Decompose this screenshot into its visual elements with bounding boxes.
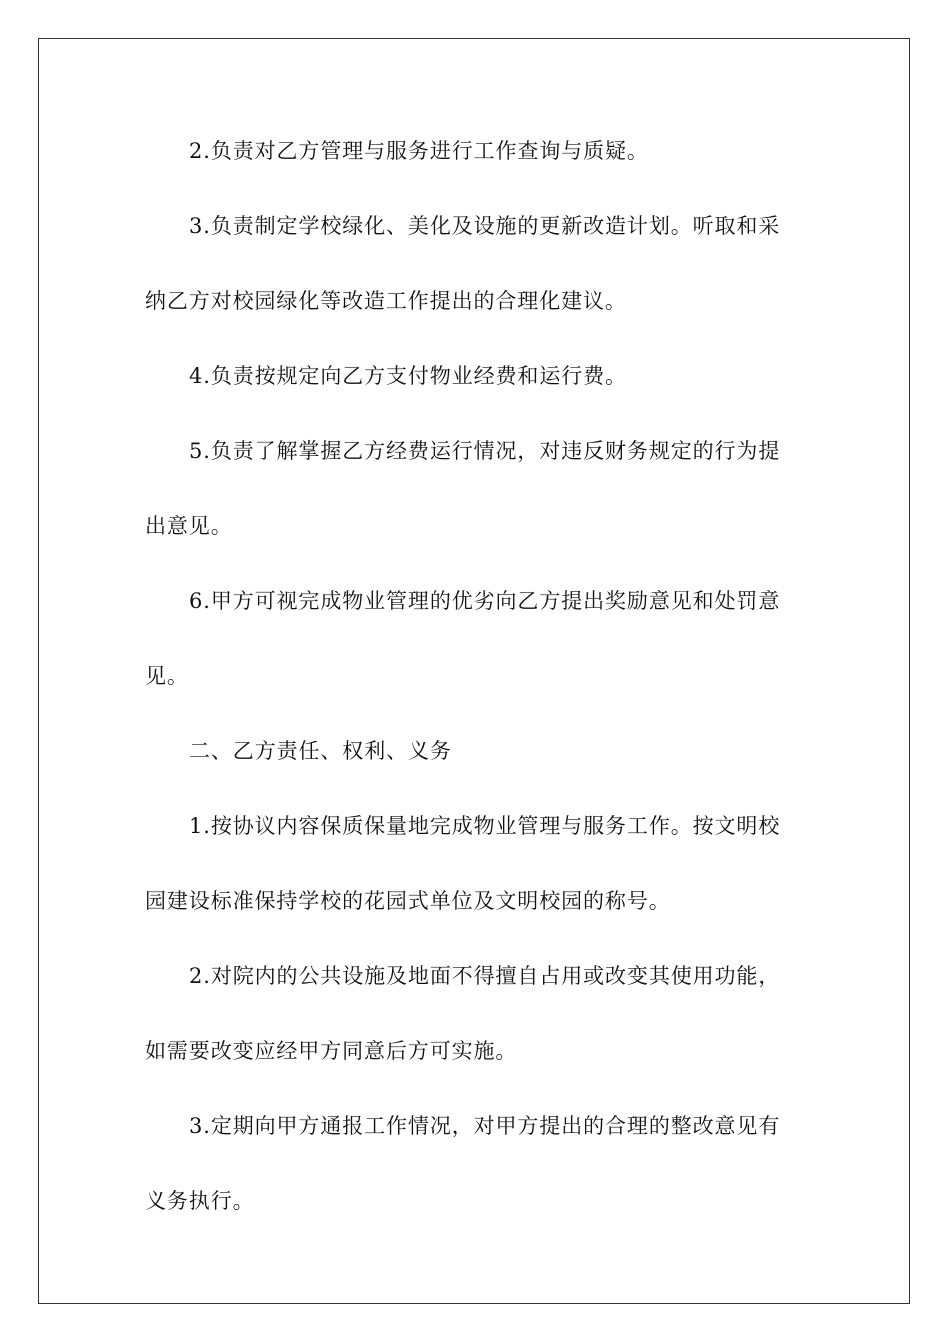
paragraph-line: 2.对院内的公共设施及地面不得擅自占用或改变其使用功能， (189, 964, 781, 988)
paragraph-line: 2.负责对乙方管理与服务进行工作查询与质疑。 (189, 139, 649, 163)
paragraph-line: 见。 (145, 664, 189, 688)
paragraph-line: 3.负责制定学校绿化、美化及设施的更新改造计划。听取和采 (189, 214, 781, 238)
paragraph-line: 6.甲方可视完成物业管理的优劣向乙方提出奖励意见和处罚意 (189, 589, 781, 613)
paragraph-line: 3.定期向甲方通报工作情况，对甲方提出的合理的整改意见有 (189, 1114, 781, 1138)
paragraph-line: 义务执行。 (145, 1189, 255, 1213)
paragraph-line: 园建设标准保持学校的花园式单位及文明校园的称号。 (145, 889, 671, 913)
section-heading: 二、乙方责任、权利、义务 (189, 739, 452, 763)
paragraph-line: 如需要改变应经甲方同意后方可实施。 (145, 1039, 518, 1063)
paragraph-line: 1.按协议内容保质保量地完成物业管理与服务工作。按文明校 (189, 814, 781, 838)
document-body (145, 133, 805, 1221)
paragraph-line: 4.负责按规定向乙方支付物业经费和运行费。 (189, 364, 627, 388)
paragraph-line: 纳乙方对校园绿化等改造工作提出的合理化建议。 (145, 289, 627, 313)
paragraph-line: 5.负责了解掌握乙方经费运行情况，对违反财务规定的行为提 (189, 439, 781, 463)
paragraph-line: 出意见。 (145, 514, 233, 538)
